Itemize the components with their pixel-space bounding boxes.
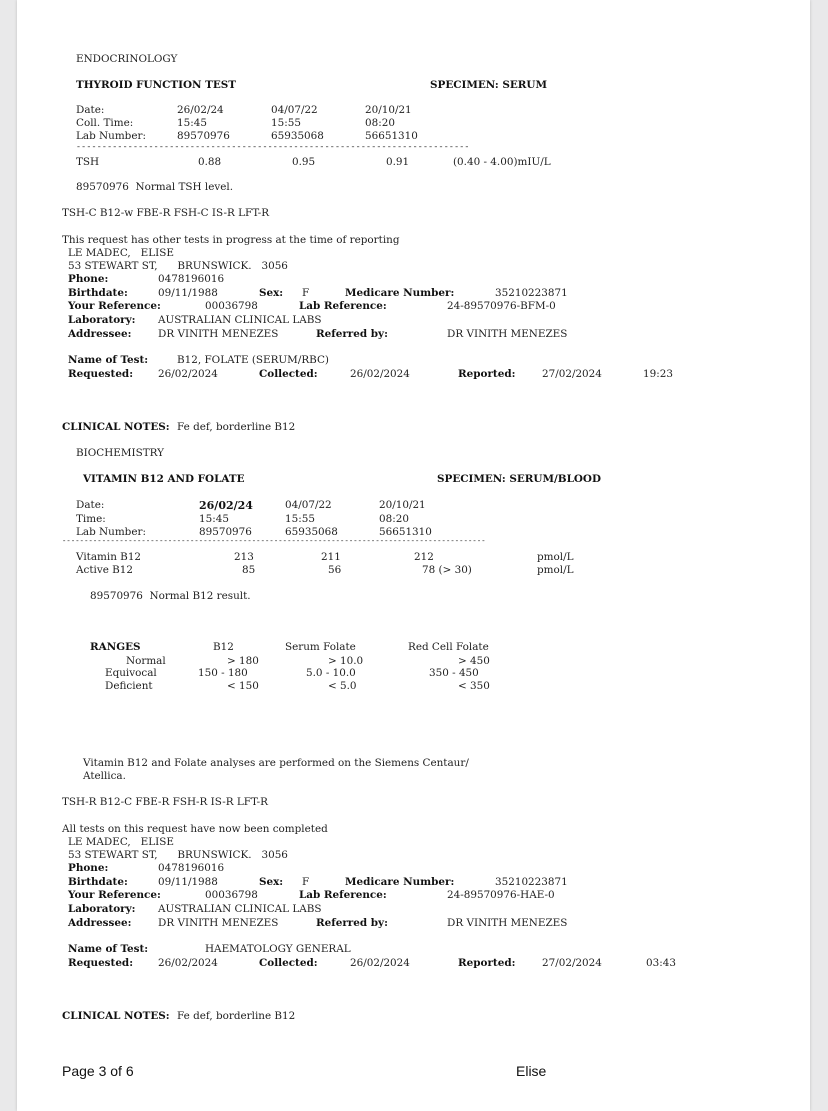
ranges-row-deficient-b12: < 150 xyxy=(227,680,259,692)
b12-date-2: 04/07/22 xyxy=(285,499,332,511)
report2-laboratory-label: Laboratory: xyxy=(68,903,136,915)
report1-addressee-label: Addressee: xyxy=(68,328,132,340)
report1-collected: 26/02/2024 xyxy=(350,368,410,380)
report2-your-ref-label: Your Reference: xyxy=(68,889,161,901)
report1-sex-label: Sex: xyxy=(259,287,284,299)
ranges-label: RANGES xyxy=(90,641,141,653)
report1-phone-label: Phone: xyxy=(68,273,109,285)
report2-patient-name: LE MADEC, ELISE xyxy=(68,836,174,848)
report2-birthdate-label: Birthdate: xyxy=(68,876,128,888)
page-number: Page 3 of 6 xyxy=(62,1063,134,1079)
b12-test-codes: TSH-R B12-C FBE-R FSH-R IS-R LFT-R xyxy=(62,796,268,808)
tsh-value-1: 0.88 xyxy=(198,156,222,168)
report2-birthdate: 09/11/1988 xyxy=(158,876,218,888)
report2-requested-label: Requested: xyxy=(68,957,134,969)
report2-reported: 27/02/2024 xyxy=(542,957,602,969)
thyroid-time-3: 08:20 xyxy=(365,117,395,129)
report1-patient-name: LE MADEC, ELISE xyxy=(68,247,174,259)
thyroid-lab-3: 56651310 xyxy=(365,130,418,142)
report1-lab-ref-label: Lab Reference: xyxy=(299,300,387,312)
report1-lab-ref: 24-89570976-BFM-0 xyxy=(447,300,556,312)
ranges-row-normal-rbc: > 450 xyxy=(458,655,490,667)
b12-lab-2: 65935068 xyxy=(285,526,338,538)
report2-laboratory: AUSTRALIAN CLINICAL LABS xyxy=(158,903,322,915)
report1-medicare-label: Medicare Number: xyxy=(345,287,455,299)
report2-addressee-label: Addressee: xyxy=(68,917,132,929)
report2-test-name: HAEMATOLOGY GENERAL xyxy=(205,943,351,955)
report1-test-name-label: Name of Test: xyxy=(68,354,149,366)
ranges-header-red-cell-folate: Red Cell Folate xyxy=(408,641,489,653)
b12-lab-label: Lab Number: xyxy=(76,526,146,538)
report2-test-name-label: Name of Test: xyxy=(68,943,149,955)
vitamin-b12-value-2: 211 xyxy=(321,551,341,563)
report1-your-ref-label: Your Reference: xyxy=(68,300,161,312)
ranges-row-normal-b12: > 180 xyxy=(227,655,259,667)
report2-clinical-label: CLINICAL NOTES: xyxy=(62,1010,170,1022)
report1-requested: 26/02/2024 xyxy=(158,368,218,380)
thyroid-title: THYROID FUNCTION TEST xyxy=(76,79,236,91)
thyroid-date-2: 04/07/22 xyxy=(271,104,318,116)
report2-phone-label: Phone: xyxy=(68,862,109,874)
vitamin-b12-label: Vitamin B12 xyxy=(76,551,142,563)
report2-collected-label: Collected: xyxy=(259,957,318,969)
thyroid-lab-2: 65935068 xyxy=(271,130,324,142)
b12-comment: 89570976 Normal B12 result. xyxy=(90,590,251,602)
b12-title: VITAMIN B12 AND FOLATE xyxy=(83,473,245,485)
report2-medicare-label: Medicare Number: xyxy=(345,876,455,888)
report2-medicare: 35210223871 xyxy=(495,876,568,888)
thyroid-date-1: 26/02/24 xyxy=(177,104,224,116)
report1-clinical-notes: Fe def, borderline B12 xyxy=(177,421,296,433)
report2-referred: DR VINITH MENEZES xyxy=(447,917,568,929)
ranges-row-equivocal-rbc: 350 - 450 xyxy=(429,667,479,679)
b12-date-3: 20/10/21 xyxy=(379,499,426,511)
tsh-label: TSH xyxy=(76,156,100,168)
thyroid-time-2: 15:55 xyxy=(271,117,301,129)
report1-referred-label: Referred by: xyxy=(316,328,388,340)
thyroid-separator: ---------------------------------------------------------------------------- xyxy=(76,143,470,152)
b12-note-line1: Vitamin B12 and Folate analyses are performed on the Siemens Centaur/ xyxy=(83,757,469,769)
report1-sex: F xyxy=(302,287,310,299)
ranges-header-serum-folate: Serum Folate xyxy=(285,641,356,653)
report2-reported-label: Reported: xyxy=(458,957,516,969)
thyroid-specimen: SPECIMEN: SERUM xyxy=(430,79,547,91)
report1-phone: 0478196016 xyxy=(158,273,225,285)
thyroid-lab-label: Lab Number: xyxy=(76,130,146,142)
b12-lab-3: 56651310 xyxy=(379,526,432,538)
b12-time-label: Time: xyxy=(76,513,106,525)
thyroid-coll-label: Coll. Time: xyxy=(76,117,134,129)
report1-collected-label: Collected: xyxy=(259,368,318,380)
vitamin-b12-unit: pmol/L xyxy=(537,551,574,563)
b12-note-line2: Atellica. xyxy=(83,770,126,782)
active-b12-value-1: 85 xyxy=(242,564,256,576)
active-b12-label: Active B12 xyxy=(76,564,134,576)
report2-lab-ref: 24-89570976-HAE-0 xyxy=(447,889,555,901)
ranges-row-equivocal-serum: 5.0 - 10.0 xyxy=(306,667,356,679)
ranges-row-equivocal-label: Equivocal xyxy=(105,667,157,679)
b12-date-label: Date: xyxy=(76,499,105,511)
report2-lab-ref-label: Lab Reference: xyxy=(299,889,387,901)
report2-phone: 0478196016 xyxy=(158,862,225,874)
b12-lab-1: 89570976 xyxy=(199,526,252,538)
report1-birthdate-label: Birthdate: xyxy=(68,287,128,299)
report1-laboratory-label: Laboratory: xyxy=(68,314,136,326)
report1-clinical-label: CLINICAL NOTES: xyxy=(62,421,170,433)
b12-time-3: 08:20 xyxy=(379,513,409,525)
ranges-row-equivocal-b12: 150 - 180 xyxy=(198,667,248,679)
ranges-row-normal-serum: > 10.0 xyxy=(328,655,364,667)
report2-referred-label: Referred by: xyxy=(316,917,388,929)
report2-status: All tests on this request have now been completed xyxy=(62,823,328,835)
thyroid-test-codes: TSH-C B12-w FBE-R FSH-C IS-R LFT-R xyxy=(62,207,270,219)
report1-addressee: DR VINITH MENEZES xyxy=(158,328,279,340)
active-b12-unit: pmol/L xyxy=(537,564,574,576)
report1-reported: 27/02/2024 xyxy=(542,368,602,380)
report1-reported-time: 19:23 xyxy=(643,368,673,380)
report2-your-ref: 00036798 xyxy=(205,889,258,901)
vitamin-b12-value-1: 213 xyxy=(234,551,254,563)
section-biochemistry: BIOCHEMISTRY xyxy=(76,447,165,459)
b12-time-2: 15:55 xyxy=(285,513,315,525)
report1-reported-label: Reported: xyxy=(458,368,516,380)
report2-clinical-notes: Fe def, borderline B12 xyxy=(177,1010,296,1022)
b12-separator: ------------------------------------------------------------------------------------------------ xyxy=(62,538,486,546)
report1-address: 53 STEWART ST, BRUNSWICK. 3056 xyxy=(68,260,288,272)
b12-date-1: 26/02/24 xyxy=(199,499,253,512)
active-b12-value-3: 78 (> 30) xyxy=(422,564,472,576)
section-endocrinology: ENDOCRINOLOGY xyxy=(76,53,178,65)
report1-referred: DR VINITH MENEZES xyxy=(447,328,568,340)
active-b12-value-2: 56 xyxy=(328,564,342,576)
tsh-value-3: 0.91 xyxy=(386,156,410,168)
report1-your-ref: 00036798 xyxy=(205,300,258,312)
report2-address: 53 STEWART ST, BRUNSWICK. 3056 xyxy=(68,849,288,861)
footer-patient-name: Elise xyxy=(516,1063,547,1079)
ranges-row-deficient-rbc: < 350 xyxy=(458,680,490,692)
report2-collected: 26/02/2024 xyxy=(350,957,410,969)
tsh-range: (0.40 - 4.00)mIU/L xyxy=(453,156,551,168)
thyroid-date-3: 20/10/21 xyxy=(365,104,412,116)
ranges-row-deficient-serum: < 5.0 xyxy=(328,680,357,692)
report2-addressee: DR VINITH MENEZES xyxy=(158,917,279,929)
thyroid-lab-1: 89570976 xyxy=(177,130,230,142)
report2-requested: 26/02/2024 xyxy=(158,957,218,969)
ranges-row-deficient-label: Deficient xyxy=(105,680,153,692)
thyroid-date-label: Date: xyxy=(76,104,105,116)
ranges-row-normal-label: Normal xyxy=(126,655,166,667)
ranges-header-b12: B12 xyxy=(213,641,234,653)
b12-time-1: 15:45 xyxy=(199,513,229,525)
vitamin-b12-value-3: 212 xyxy=(414,551,434,563)
report1-medicare: 35210223871 xyxy=(495,287,568,299)
tsh-value-2: 0.95 xyxy=(292,156,316,168)
report2-sex: F xyxy=(302,876,310,888)
b12-specimen: SPECIMEN: SERUM/BLOOD xyxy=(437,473,601,485)
thyroid-time-1: 15:45 xyxy=(177,117,207,129)
report1-laboratory: AUSTRALIAN CLINICAL LABS xyxy=(158,314,322,326)
report1-status: This request has other tests in progress at the time of reporting xyxy=(62,234,400,246)
report2-reported-time: 03:43 xyxy=(646,957,676,969)
report2-sex-label: Sex: xyxy=(259,876,284,888)
report1-requested-label: Requested: xyxy=(68,368,134,380)
report1-birthdate: 09/11/1988 xyxy=(158,287,218,299)
thyroid-comment: 89570976 Normal TSH level. xyxy=(76,181,234,193)
report1-test-name: B12, FOLATE (SERUM/RBC) xyxy=(177,354,329,366)
